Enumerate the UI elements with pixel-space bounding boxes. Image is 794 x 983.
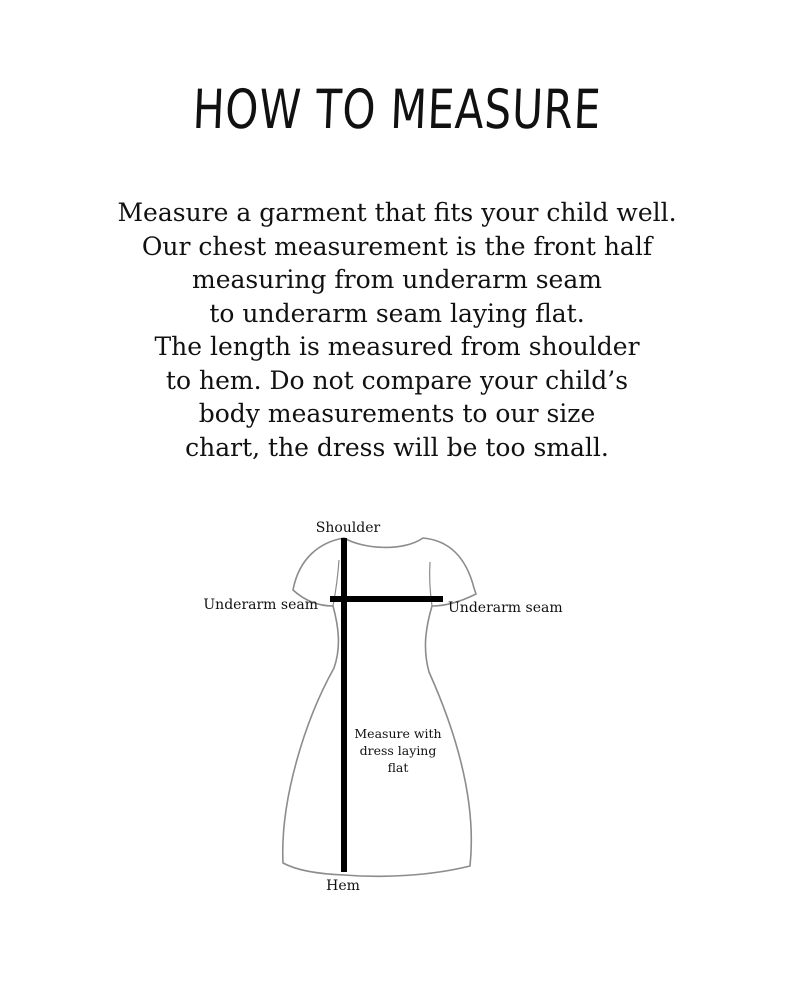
instruction-line: Our chest measurement is the front half [141, 231, 653, 261]
dress-outline-icon [283, 538, 476, 876]
length-measure-line [341, 538, 347, 872]
measure-note-line: dress laying [359, 743, 437, 758]
chest-measure-line [330, 596, 443, 602]
instruction-line: Measure a garment that fits your child well. [117, 198, 677, 227]
instruction-line: The length is measured from shoulder [154, 332, 640, 361]
measure-note-line: flat [387, 760, 409, 775]
page-title: HOW TO MEASURE [191, 78, 603, 141]
instruction-line: to hem. Do not compare your child’s [165, 365, 629, 395]
measure-note-line: Measure with [354, 726, 442, 741]
instruction-line: measuring from underarm seam [192, 265, 602, 294]
underarm-right-label: Underarm seam [448, 600, 563, 616]
hem-label: Hem [326, 878, 360, 894]
instruction-line: chart, the dress will be too small. [185, 432, 609, 462]
instruction-line: body measurements to our size [198, 399, 596, 428]
shoulder-label: Shoulder [315, 520, 381, 536]
instruction-line: to underarm seam laying flat. [209, 298, 585, 328]
underarm-left-label: Underarm seam [203, 597, 318, 613]
